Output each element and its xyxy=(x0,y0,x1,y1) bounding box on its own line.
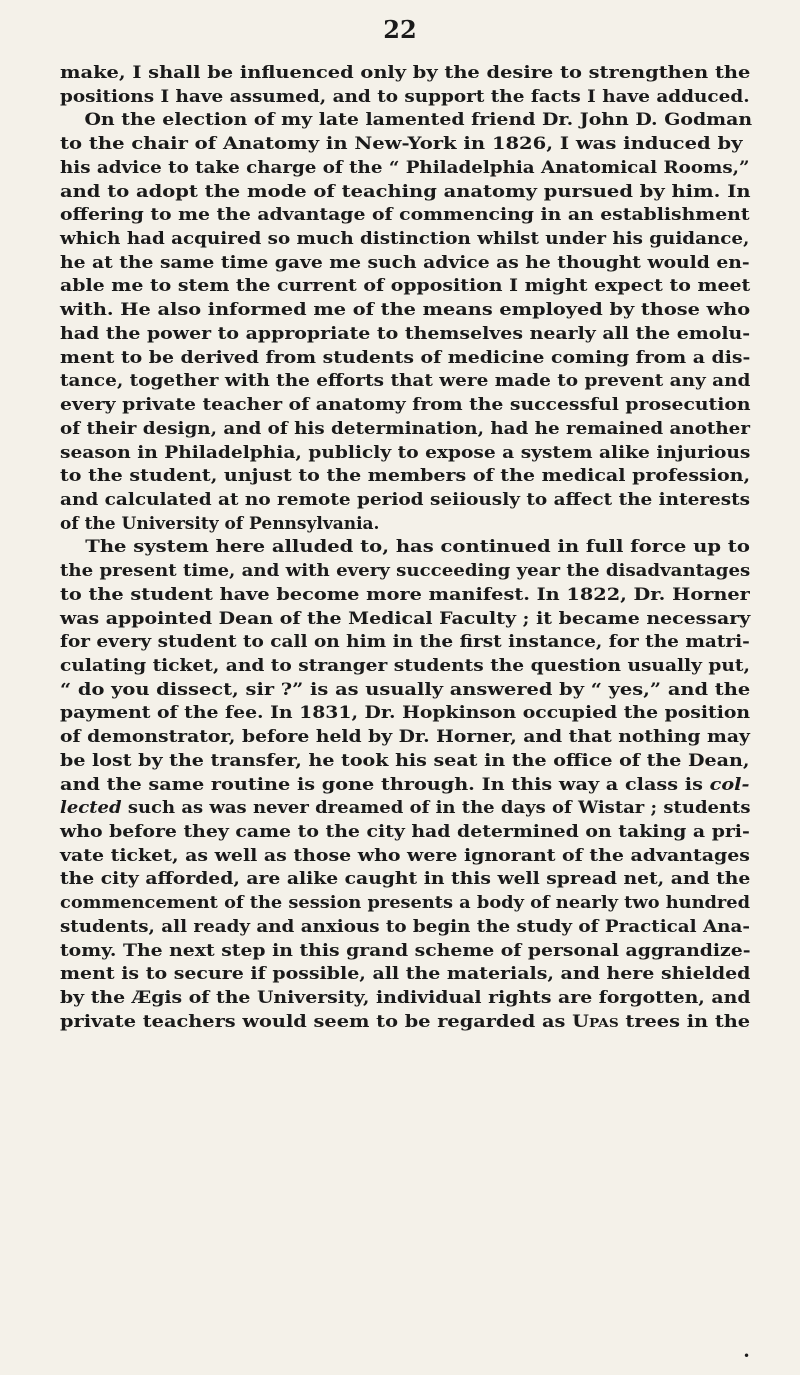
text-line-main: payment of the fee. In 1831, Dr. Hopkinson occupied the position xyxy=(60,703,751,724)
small-caps-word: Upas xyxy=(572,1011,619,1032)
text-line-main: be lost by the transfer, he took his seat in the office of the Dean, xyxy=(60,750,750,771)
text-line xyxy=(60,702,800,726)
text-line xyxy=(60,252,800,276)
text-line-main: the city afforded, are alike caught in this well spread net, and the xyxy=(60,869,751,890)
text-line xyxy=(60,418,800,442)
text-line xyxy=(60,987,800,1011)
text-line xyxy=(60,845,800,869)
text-line-main: the present time, and with every succeeding year the disadvantages xyxy=(60,561,751,582)
text-line-main: offering to me the advantage of commencing in an establishment xyxy=(60,205,750,226)
text-line-main: who before they came to the city had determined on taking a pri- xyxy=(60,822,750,842)
text-line-main: students, all ready and anxious to begin the study of Practical Ana- xyxy=(60,916,750,937)
text-line xyxy=(60,726,800,750)
text-line xyxy=(60,347,800,371)
text-line xyxy=(60,916,800,940)
text-line-main: of their design, and of his determination, had he remained another xyxy=(60,418,750,439)
text-line-main: to the student, unjust to the members of the medical profession, xyxy=(60,466,751,487)
text-line-main: to the student have become more manifest. In 1822, Dr. Horner xyxy=(60,584,750,605)
text-line-main: was appointed Dean of the Medical Faculty ; it became necessary xyxy=(60,608,751,629)
italic-word: col- xyxy=(709,774,750,795)
text-line xyxy=(60,465,800,489)
text-line-main: and calculated at no remote period seiiously to affect the interests xyxy=(60,489,751,510)
text-line-main: vate ticket, as well as those who were ignorant of the advantages xyxy=(60,845,750,866)
text-line-main: tance, together with the efforts that were made to prevent any and xyxy=(60,371,751,392)
body-text xyxy=(60,62,753,1034)
text-line-main: of the University of Pennsylvania. xyxy=(60,513,380,534)
text-line-tail: trees in the xyxy=(618,1011,751,1032)
text-line xyxy=(60,631,800,655)
text-line xyxy=(60,608,800,632)
text-line-main: his advice to take charge of the “ Philadelphia Anatomical Rooms,” xyxy=(60,157,750,178)
text-line xyxy=(60,774,800,798)
text-line xyxy=(60,442,800,466)
text-line xyxy=(60,963,800,987)
text-line-main: for every student to call on him in the first instance, for the matri- xyxy=(60,632,750,653)
text-line-main: positions I have assumed, and to support the facts I have adduced. xyxy=(60,86,750,107)
text-line-main: with. He also informed me of the means employed by those who xyxy=(60,300,751,321)
text-line xyxy=(60,86,800,110)
text-line-main: every private teacher of anatomy from the successful prosecution xyxy=(60,395,751,416)
text-line-main: and the same routine is gone through. In this way a class is xyxy=(60,774,710,795)
text-line xyxy=(60,157,800,181)
text-line xyxy=(60,560,797,584)
text-line-main: he at the same time gave me such advice as he thought would en- xyxy=(60,252,750,273)
text-line xyxy=(60,655,800,679)
text-line-main: had the power to appropriate to themselves nearly all the emolu- xyxy=(60,323,751,344)
text-line xyxy=(60,299,800,323)
text-line xyxy=(60,892,781,916)
text-line-main: to the chair of Anatomy in New-York in 1826, I was induced by xyxy=(60,134,743,155)
text-line xyxy=(60,679,800,703)
text-line xyxy=(60,797,790,821)
text-line xyxy=(60,275,800,299)
text-line-main: and to adopt the mode of teaching anatomy pursued by him. In xyxy=(60,181,751,202)
text-line-main: tomy. The next step in this grand scheme of personal aggrandize- xyxy=(60,940,751,961)
text-line-main: The system here alluded to, has continued in full force up to xyxy=(85,537,750,558)
text-line-main: “ do you dissect, sir ?” is as usually answered by “ yes,” and the xyxy=(60,679,751,700)
text-line xyxy=(60,513,750,537)
text-line xyxy=(60,940,800,964)
text-line xyxy=(60,584,800,608)
text-line-main: private teachers would seem to be regarded as xyxy=(60,1011,573,1032)
text-line xyxy=(60,181,800,205)
text-line-main: of demonstrator, before held by Dr. Horner, and that nothing may xyxy=(60,727,750,748)
text-line-main: by the Ægis of the University, individual rights are forgotten, and xyxy=(60,988,751,1009)
italic-word: lected xyxy=(60,798,122,819)
text-line xyxy=(60,489,800,513)
text-line-main: which had acquired so much distinction whilst under his guidance, xyxy=(60,229,750,250)
text-line-main: ment is to secure if possible, all the materials, and here shielded xyxy=(60,964,751,985)
text-line-main: commencement of the session presents a body of nearly two hundred xyxy=(60,893,751,914)
text-line xyxy=(60,228,800,252)
text-line xyxy=(60,204,800,228)
text-line-main: able me to stem the current of opposition I might expect to meet xyxy=(60,276,751,297)
text-line xyxy=(60,750,800,774)
text-line xyxy=(60,536,800,560)
text-line xyxy=(60,133,800,157)
text-line-main: ment to be derived from students of medicine coming from a dis- xyxy=(60,347,751,368)
text-line-main: make, I shall be influenced only by the desire to strengthen the xyxy=(60,63,751,83)
page-mark: • xyxy=(743,1349,751,1363)
text-line xyxy=(60,323,800,347)
text-line xyxy=(60,1011,800,1035)
text-line-main: On the election of my late lamented friend Dr. John D. Godman xyxy=(84,110,753,131)
text-line-tail: such as was never dreamed of in the days of Wistar ; students xyxy=(121,798,751,819)
text-line-main: culating ticket, and to stranger students the question usually put, xyxy=(60,655,750,676)
page-number: 22 xyxy=(383,15,417,44)
text-line xyxy=(60,109,800,133)
text-line xyxy=(60,821,800,845)
text-line-main: season in Philadelphia, publicly to expose a system alike injurious xyxy=(60,442,751,463)
text-line xyxy=(60,868,800,892)
text-line xyxy=(60,370,800,394)
text-line xyxy=(60,394,800,418)
text-line xyxy=(60,62,800,86)
